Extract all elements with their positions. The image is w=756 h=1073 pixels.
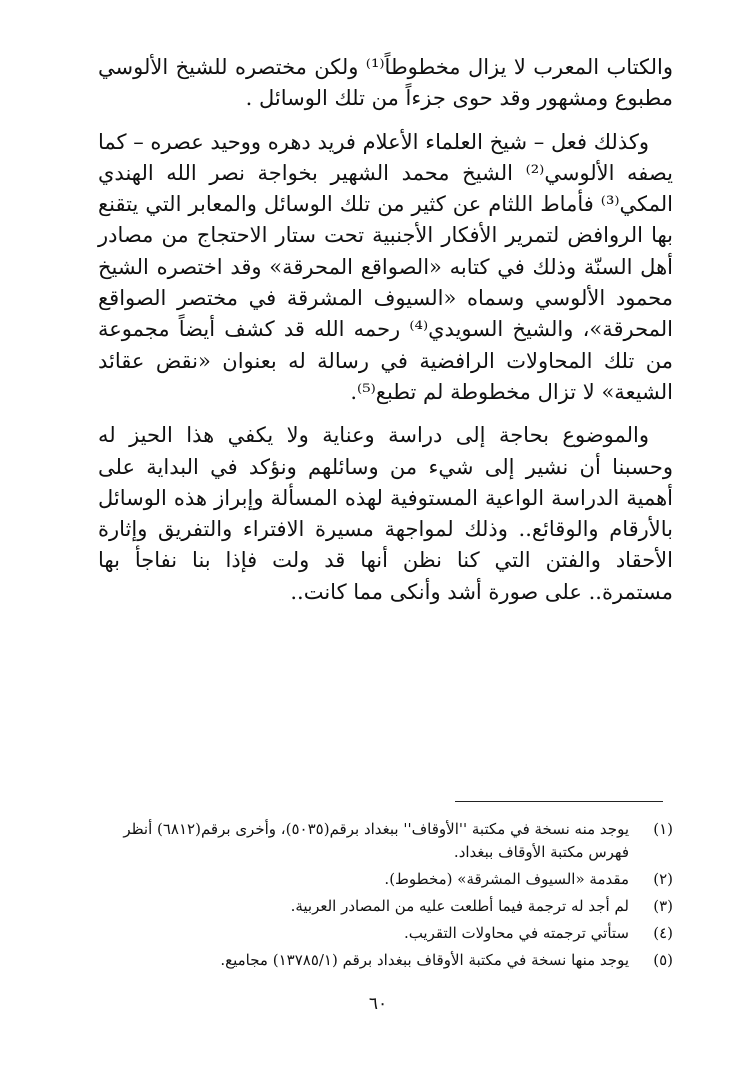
main-text xyxy=(98,52,673,608)
footnote-5 xyxy=(88,949,673,972)
footnote-1 xyxy=(88,818,673,864)
page-number: ٦٠ xyxy=(368,994,388,1014)
paragraph-2: وكذلك فعل – شيخ العلماء الأعلام فريد دهره ووحيد عصره – كما يصفه الألوسي⁽²⁾ الشيخ محمد الشهير بخواجة نصر الله الهندي المكي⁽³⁾ فأماط اللثام عن كثير من تلك الوسائل والمعابر التي يتقنع بها الروافض لتمرير الأفكار الأجنبية تحت ستار الاحتجاج من مصادر أهل السنّة وذلك في كتابه «الصواقع المحرقة» وقد اختصره الشيخ محمود الألوسي وسماه «السيوف المشرقة في مختصر الصواقع المحرقة»، والشيخ السويدي⁽⁴⁾ رحمه الله قد كشف أيضاً مجموعة من تلك المحاولات الرافضية في رسالة له بعنوان «نقض عقائد الشيعة» لا تزال مخطوطة لم تطبع⁽⁵⁾. xyxy=(98,129,674,404)
footnote-text: ستأتي ترجمته في محاولات التقريب. xyxy=(403,924,629,942)
footnote-text: يوجد منه نسخة في مكتبة ''الأوقاف'' ببغداد برقم(٥٠٣٥)، وأخرى برقم(٦٨١٢) أنظر فهرس مكتبة الأوقاف ببغداد. xyxy=(123,820,629,861)
footnote-2 xyxy=(88,868,673,891)
footnote-text: مقدمة «السيوف المشرقة» (مخطوط). xyxy=(384,870,629,888)
footnotes xyxy=(88,818,673,976)
footnote-divider xyxy=(455,801,663,802)
paragraph-1: والكتاب المعرب لا يزال مخطوطاً⁽¹⁾ ولكن مختصره للشيخ الألوسي مطبوع ومشهور وقد حوى جزءاً من تلك الوسائل . xyxy=(98,55,673,111)
footnote-number: (٥) xyxy=(653,951,673,969)
footnote-number: (٤) xyxy=(653,924,673,942)
footnote-number: (١) xyxy=(653,820,673,838)
footnote-text: يوجد منها نسخة في مكتبة الأوقاف ببغداد برقم (١٣٧٨٥/١) مجاميع. xyxy=(220,951,629,969)
paragraph-3: والموضوع بحاجة إلى دراسة وعناية ولا يكفي هذا الحيز له وحسبنا أن نشير إلى شيء من وسائلهم ونؤكد في البداية على أهمية الدراسة الواعية المستوفية لهذه المسألة وإبراز هذه الوسائل بالأرقام والوقائع.. وذلك لمواجهة مسيرة الافتراء والتفريق وإثارة الأحقاد والفتن التي كنا نظن أنها قد ولت فإذا بنا نفاجأ بها مستمرة.. على صورة أشد وأنكى مما كانت.. xyxy=(98,423,673,604)
footnote-number: (٢) xyxy=(653,870,673,888)
footnote-4 xyxy=(88,922,673,945)
footnote-text: لم أجد له ترجمة فيما أطلعت عليه من المصادر العربية. xyxy=(290,897,629,915)
footnote-3 xyxy=(88,895,673,918)
footnote-number: (٣) xyxy=(653,897,673,915)
